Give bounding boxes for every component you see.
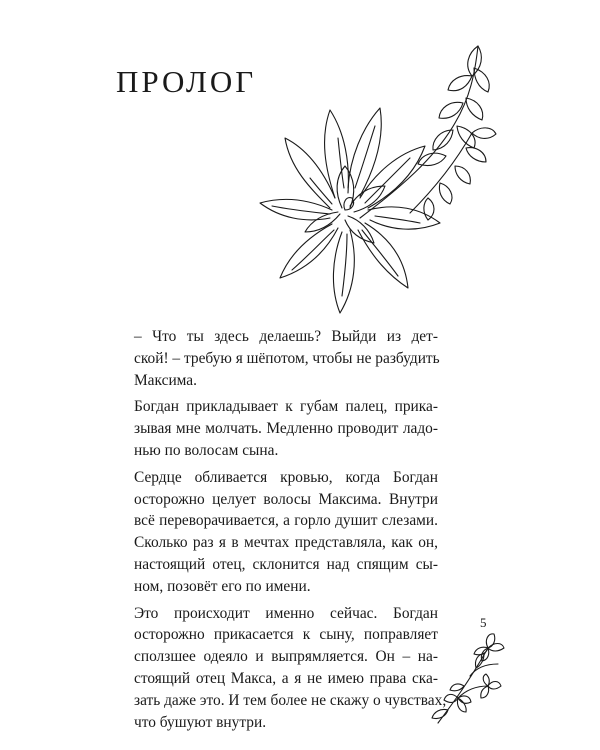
chapter-title: ПРОЛОГ: [116, 64, 257, 99]
flower-illustration: [250, 38, 515, 328]
paragraph: [116, 396, 438, 461]
text-line: сползшее одеяло и выпрямляется. Он – на-: [134, 648, 438, 666]
paragraph: [116, 326, 438, 391]
text-line: настоящий отец, склонится над спящим сы-: [134, 555, 438, 573]
flower-sprig-illustration: [428, 628, 508, 728]
text-line: стоящий отец Макса, а я не имею права ска-: [134, 669, 438, 687]
text-line: Сердце обливается кровью, когда Богдан: [134, 468, 438, 486]
text-line: нью по волосам сына.: [134, 441, 279, 459]
text-line: зывая мне молчать. Медленно проводит ладо-: [134, 420, 438, 438]
text-line: осторожно целует волосы Максима. Внутри: [134, 490, 438, 508]
text-line: осторожно прикасается к сыну, поправляет: [134, 626, 438, 644]
body-text: [116, 326, 447, 738]
text-line: ном, позовёт его по имени.: [134, 577, 311, 595]
text-line: Это происходит именно сейчас. Богдан: [134, 604, 438, 622]
text-line: Богдан прикладывает к губам палец, прика-: [134, 398, 438, 416]
page-number: 5: [480, 615, 487, 630]
text-line: Максима.: [134, 371, 197, 389]
text-line: ской! – требую я шёпотом, чтобы не разбудить: [134, 349, 440, 367]
text-line: – Что ты здесь делаешь? Выйди из дет-: [134, 328, 438, 345]
paragraph: [116, 603, 447, 734]
text-line: что бушуют внутри.: [134, 713, 267, 731]
text-line: Сколько раз я в мечтах представляла, как он,: [134, 534, 438, 552]
text-line: всё переворачивается, а горло душит слезами.: [134, 512, 438, 530]
text-line: зать даже это. И тем более не скажу о чувствах,: [134, 691, 447, 709]
paragraph: [116, 467, 438, 598]
